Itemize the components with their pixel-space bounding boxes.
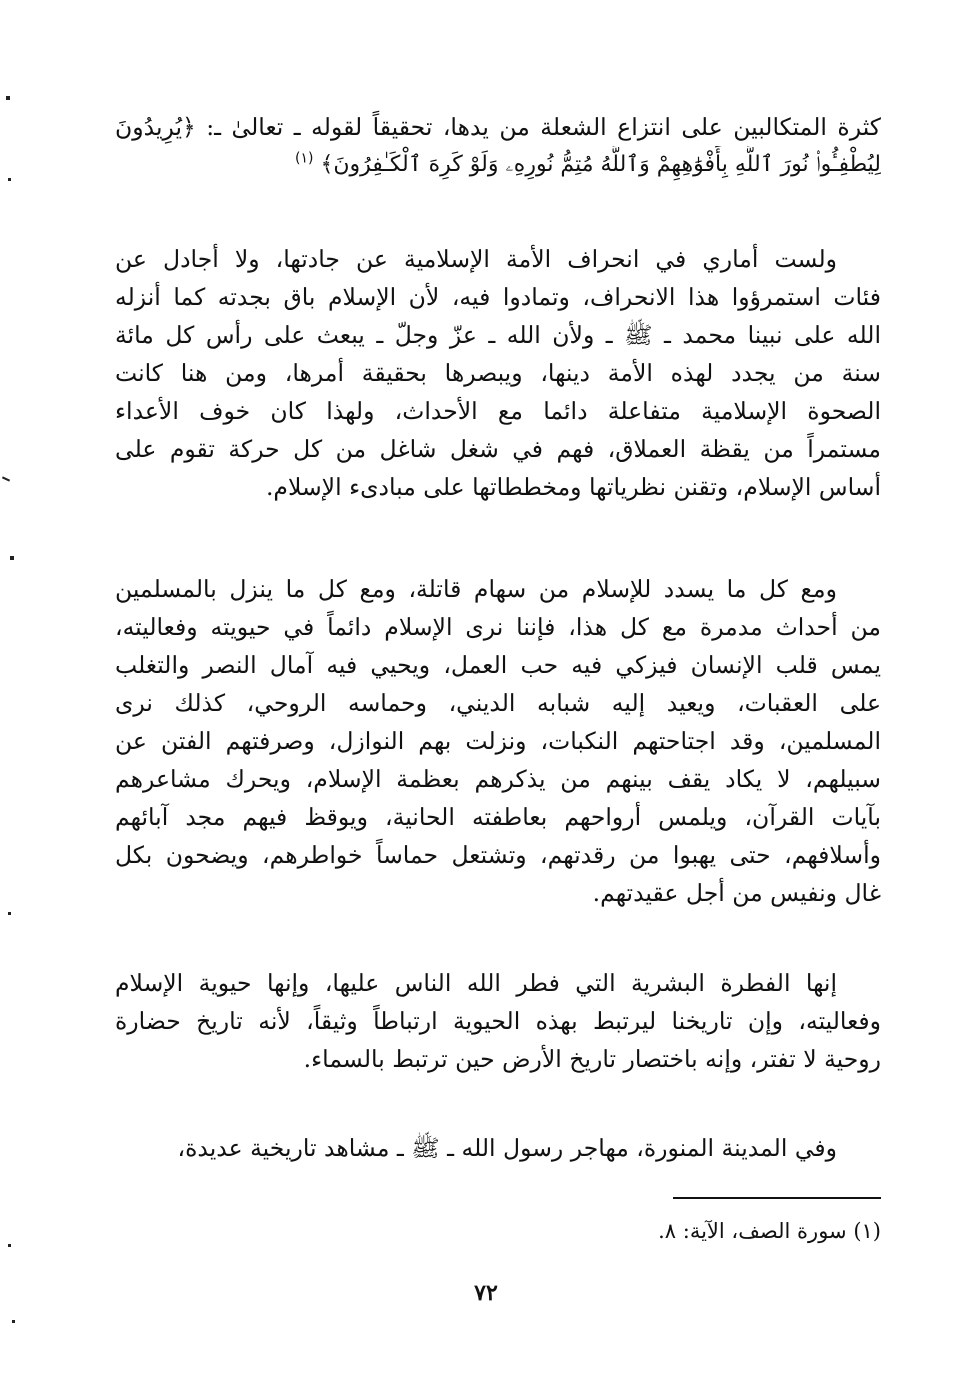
text-line: فئات استمرؤوا هذا الانحراف، وتمادوا فيه، لأن الإسلام باق بجدته كما أنزله [115, 283, 881, 311]
text-line: ولست أماري في انحراف الأمة الإسلامية عن جادتها، ولا أجادل عن [115, 245, 837, 273]
text-line: وفعاليته، وإن تاريخنا ليرتبط بهذه الحيوية ارتباطاً وثيقاً، لأنه تاريخ حضارة [115, 1007, 881, 1035]
footnote: (١) سورة الصف، الآية: ٨. [658, 1219, 881, 1243]
text-line: غال ونفيس من أجل عقيدتهم. [592, 879, 881, 907]
scan-speck [6, 96, 10, 100]
text-line: الصحوة الإسلامية متفاعلة دائما مع الأحداث، ولهذا كان خوف الأعداء [115, 397, 881, 425]
scan-speck [8, 178, 11, 181]
text-line: ومع كل ما يسدد للإسلام من سهام قاتلة، ومع كل ما ينزل بالمسلمين [115, 575, 837, 603]
scan-speck [2, 476, 10, 481]
paragraph-1 [115, 108, 881, 184]
text-line: وأسلافهم، حتى يهبوا من رقدتهم، وتشتعل حماساً خواطرهم، ويضحون بكل [115, 841, 881, 869]
scan-speck [10, 556, 14, 560]
text-line: سنة من يجدد لهذه الأمة دينها، ويبصرها بحقيقة أمرها، ومن هنا كانت [115, 359, 881, 387]
text-line: على العقبات، ويعيد إليه شبابه الديني، وحماسه الروحي، كذلك نرى [115, 689, 881, 717]
text-line: وفي المدينة المنورة، مهاجر رسول الله ـ ﷺ ـ مشاهد تاريخية عديدة، [177, 1134, 837, 1162]
quran-verse-text: لِيُطْفِـُٔوا۟ نُورَ ٱللَّهِ بِأَفْوَٰهِهِمْ وَٱللَّهُ مُتِمُّ نُورِهِۦ وَلَوْ كَرِهَ ٱلْكَـٰفِرُونَ﴾ [320, 152, 881, 177]
scan-speck [8, 912, 11, 915]
text-line: مستمراً من يقظة العملاق، فهم في شغل شاغل من كل حركة تقوم على [115, 435, 881, 463]
paragraph-4 [115, 964, 881, 1078]
scan-speck [12, 1320, 15, 1323]
paragraph-5 [115, 1129, 881, 1167]
text-line: سبيلهم، لا يكاد يقف بينهم من يذكرهم بعظمة الإسلام، ويحرك مشاعرهم [115, 765, 881, 793]
quran-verse-line [115, 146, 881, 184]
text-line: أساس الإسلام، وتقنن نظرياتها ومخططاتها على مبادىء الإسلام. [265, 473, 881, 501]
page-number: ٧٢ [474, 1280, 498, 1306]
paragraph-2 [115, 240, 881, 506]
text-line: الله على نبينا محمد ـ ﷺ ـ ولأن الله ـ عزّ وجلّ ـ يبعث على رأس كل مائة [115, 321, 881, 349]
text-line: يمس قلب الإنسان فيزكي فيه حب العمل، ويحيي فيه آمال النصر والتغلب [115, 651, 881, 679]
text-line: روحية لا تفتر، وإنه باختصار تاريخ الأرض حين ترتبط بالسماء. [303, 1045, 881, 1073]
text-line: بآيات القرآن، ويلمس أرواحهم بعاطفته الحانية، ويوقظ فيهم مجد آبائهم [115, 803, 881, 831]
footnote-reference: (١) [295, 150, 314, 167]
text-line: إنها الفطرة البشرية التي فطر الله الناس عليها، وإنها حيوية الإسلام [115, 969, 837, 997]
text-line: كثرة المتكالبين على انتزاع الشعلة من يدها، تحقيقاً لقوله ـ تعالىٰ ـ: ﴿يُرِيدُونَ [115, 113, 881, 141]
text-line: من أحداث مدمرة مع كل هذا، فإننا نرى الإسلام دائماً في حيويته وفعاليته، [115, 613, 881, 641]
scan-speck [8, 1244, 11, 1247]
footnote-divider [673, 1197, 881, 1199]
text-line: المسلمين، وقد اجتاحتهم النكبات، ونزلت بهم النوازل، وصرفتهم الفتن عن [115, 727, 881, 755]
paragraph-3 [115, 570, 881, 912]
